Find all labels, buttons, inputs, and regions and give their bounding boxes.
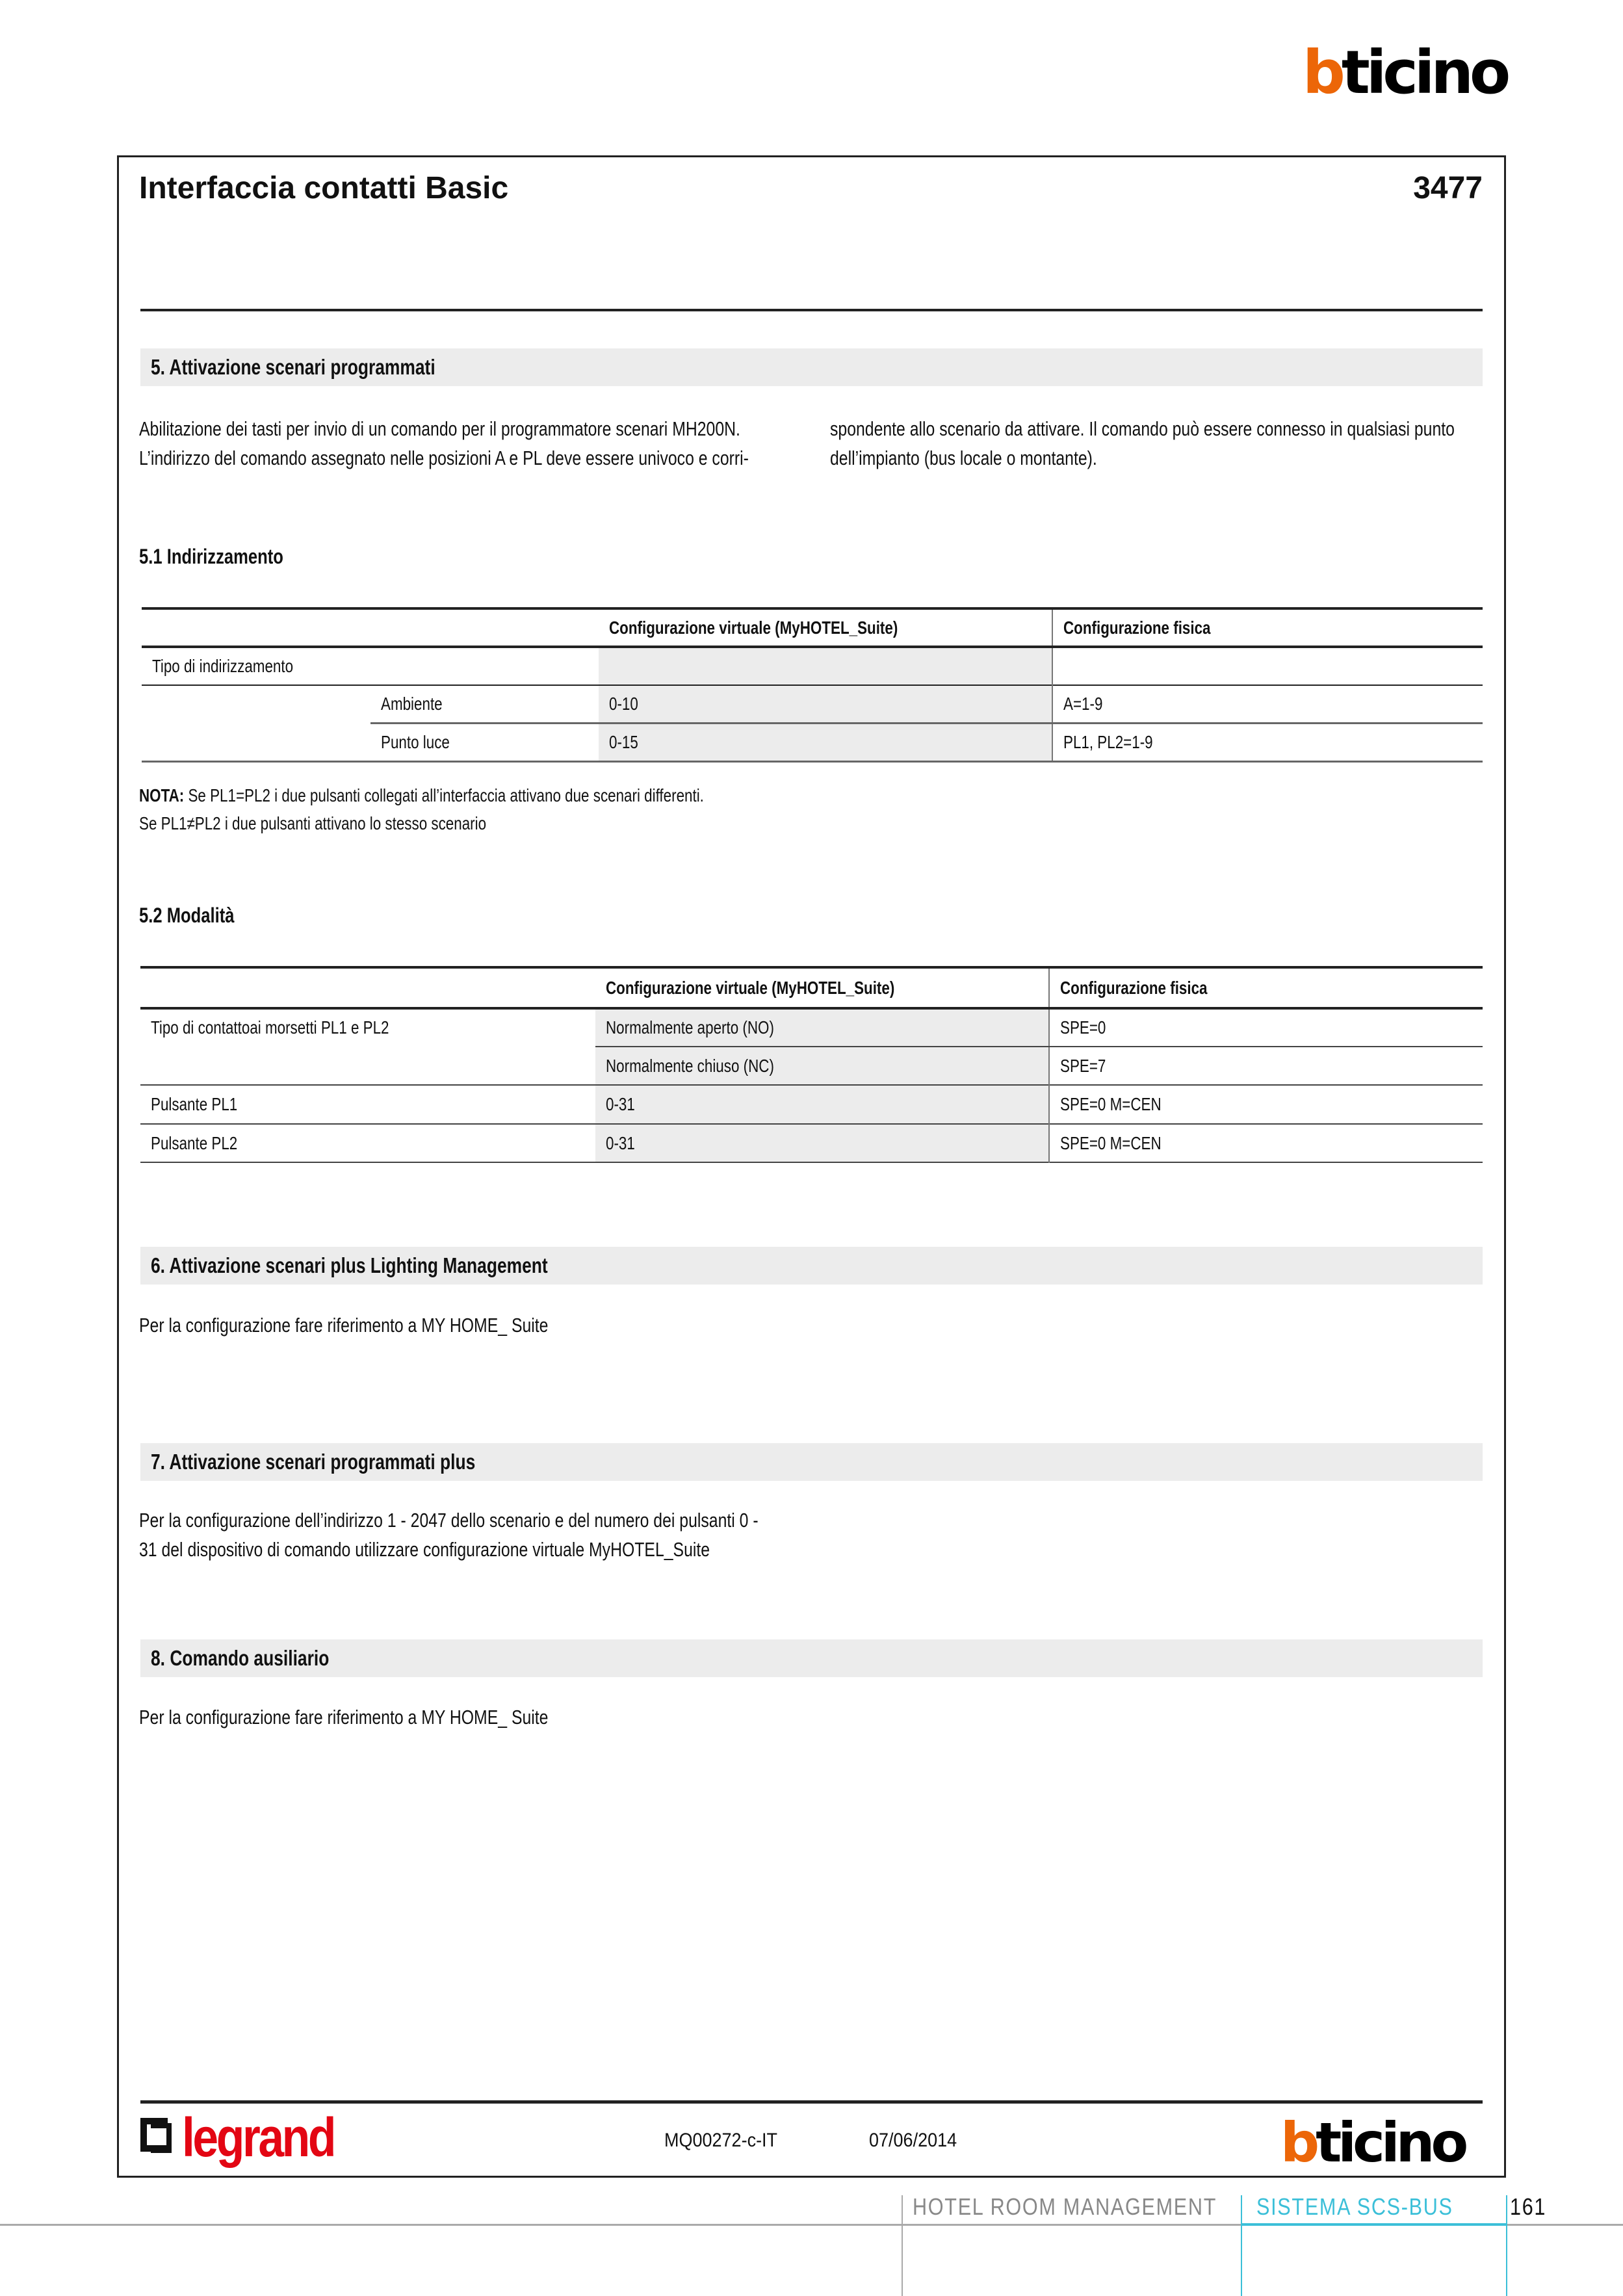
header-virtual: Configurazione virtuale (MyHOTEL_Suite) <box>609 617 898 638</box>
legrand-logo: legrand <box>140 2114 355 2172</box>
row-label: Ambiente <box>381 693 443 714</box>
section-5-header <box>140 348 1483 386</box>
section-title: 5. Attivazione scenari programmati <box>151 355 435 379</box>
header-physical: Configurazione fisica <box>1060 977 1208 998</box>
cell-virtual: 0-10 <box>609 693 638 714</box>
strip-section: HOTEL ROOM MANAGEMENT <box>913 2193 1217 2220</box>
row-label: Tipo di indirizzamento <box>152 656 294 676</box>
row-label: Tipo di contattoai morsetti PL1 e PL2 <box>151 1017 389 1037</box>
text-line: Per la configurazione dell’indirizzo 1 - 2047 dello scenario e del numero dei pulsanti 0 - <box>139 1509 759 1532</box>
nota <box>139 781 845 837</box>
nota-line: Se PL1≠PL2 i due pulsanti attivano lo stesso scenario <box>139 813 487 833</box>
page-title: Interfaccia contatti Basic <box>139 171 509 205</box>
section-title: 8. Comando ausiliario <box>151 1646 330 1670</box>
cell-virtual: Normalmente aperto (NO) <box>606 1017 774 1037</box>
text-line: spondente allo scenario da attivare. Il comando può essere connesso in qualsiasi punto <box>830 417 1455 440</box>
section-5-1-title: 5.1 Indirizzamento <box>139 545 283 568</box>
nota-line: Se PL1=PL2 i due pulsanti collegati all’interfaccia attivano due scenari differenti. <box>188 785 704 805</box>
row-label: Pulsante PL2 <box>151 1132 238 1153</box>
cell-physical: SPE=0 M=CEN <box>1060 1132 1162 1153</box>
text-line: L’indirizzo del comando assegnato nelle posizioni A e PL deve essere univoco e corri- <box>139 447 749 469</box>
section-7-text <box>139 1506 913 1564</box>
text-line: dell’impianto (bus locale o montante). <box>830 447 1097 469</box>
nota-label: NOTA: <box>139 785 185 805</box>
doc-code: MQ00272-c-IT <box>664 2130 778 2151</box>
page-number: 161 <box>1510 2193 1547 2220</box>
section-title: 6. Attivazione scenari plus Lighting Management <box>151 1253 548 1277</box>
cell-virtual: 0-15 <box>609 731 638 752</box>
section-6-text: Per la configurazione fare riferimento a MY HOME_ Suite <box>139 1314 549 1337</box>
section-7-header <box>140 1443 1483 1481</box>
cell-virtual: 0-31 <box>606 1094 635 1114</box>
table-row <box>140 1124 1483 1162</box>
section-8-header <box>140 1639 1483 1677</box>
section-5-col2 <box>830 414 1611 473</box>
table-row <box>140 1008 1483 1047</box>
cell-physical: PL1, PL2=1-9 <box>1063 731 1153 752</box>
section-6-header <box>140 1247 1483 1285</box>
doc-date: 07/06/2014 <box>869 2130 957 2151</box>
product-code: 3477 <box>1413 171 1483 205</box>
cell-virtual: Normalmente chiuso (NC) <box>606 1055 774 1076</box>
row-label: Punto luce <box>381 731 450 752</box>
section-8-text: Per la configurazione fare riferimento a MY HOME_ Suite <box>139 1706 549 1729</box>
addressing-table <box>142 607 1483 763</box>
strip-underline <box>1241 2223 1507 2226</box>
divider <box>140 309 1483 311</box>
mode-table <box>140 966 1483 1163</box>
cell-physical: SPE=0 <box>1060 1017 1106 1037</box>
section-5-col1 <box>139 414 901 473</box>
strip-divider <box>1506 2195 1507 2296</box>
row-label: Pulsante PL1 <box>151 1094 238 1114</box>
cell-virtual: 0-31 <box>606 1132 635 1153</box>
table-row <box>142 723 1483 761</box>
header-virtual: Configurazione virtuale (MyHOTEL_Suite) <box>606 977 895 998</box>
bticino-logo-top: bticino <box>1303 38 1507 107</box>
strip-system: SISTEMA SCS-BUS <box>1256 2193 1453 2220</box>
table-row <box>142 685 1483 723</box>
cell-physical: A=1-9 <box>1063 693 1103 714</box>
table-row <box>140 1085 1483 1124</box>
section-5-2-title: 5.2 Modalità <box>139 904 235 927</box>
footer-divider <box>140 2100 1483 2104</box>
text-line: 31 del dispositivo di comando utilizzare configurazione virtuale MyHOTEL_Suite <box>139 1538 710 1561</box>
text-line: Abilitazione dei tasti per invio di un comando per il programmatore scenari MH200N. <box>139 417 740 440</box>
section-title: 7. Attivazione scenari programmati plus <box>151 1450 476 1474</box>
bticino-logo-footer: bticino <box>1280 2111 1465 2174</box>
table-row <box>142 647 1483 685</box>
strip-divider <box>902 2195 903 2296</box>
cell-physical: SPE=0 M=CEN <box>1060 1094 1162 1114</box>
header-physical: Configurazione fisica <box>1063 617 1211 638</box>
cell-physical: SPE=7 <box>1060 1055 1106 1076</box>
